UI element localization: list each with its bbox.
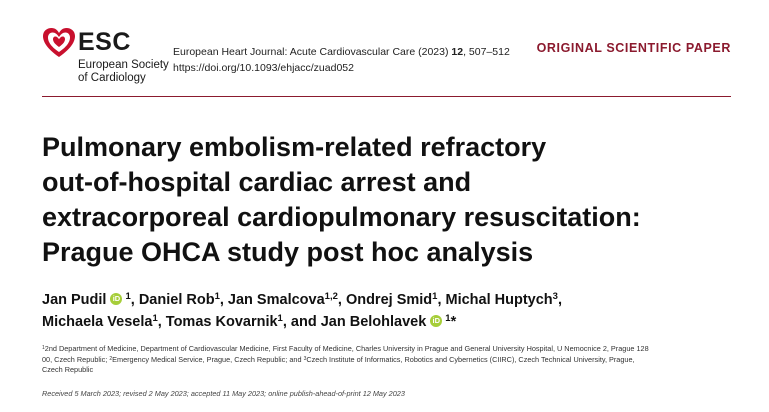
author-name[interactable]: Daniel Rob bbox=[138, 292, 215, 308]
article-type-label: ORIGINAL SCIENTIFIC PAPER bbox=[536, 41, 731, 55]
doi-link[interactable]: https://doi.org/10.1093/ehjacc/zuad052 bbox=[173, 62, 354, 74]
journal-citation bbox=[173, 44, 510, 76]
received-dates: Received 5 March 2023; revised 2 May 2023; accepted 11 May 2023; online publish-ahead-of-print 12 May 2023 bbox=[42, 389, 405, 398]
author-line: Jan Pudil iD $^1$, Daniel Rob$^1$, Jan Smalcova$^{1,2}$, Ondrej Smid$^1$, Michal Huptych$^3$, bbox=[42, 291, 562, 308]
article-title bbox=[42, 130, 742, 270]
author-name[interactable]: Jan Smalcova bbox=[227, 292, 325, 308]
affiliation-line: Czech Republic bbox=[42, 365, 94, 374]
logo-text: ESC bbox=[78, 28, 131, 56]
heart-icon bbox=[42, 27, 76, 59]
affiliation-line: $^1$2nd Department of Medicine, Department of Cardiovascular Medicine, First Faculty of Medicine, Charles University in Prague and General University Hospital, U Nemocnice 2, Prague 128 bbox=[42, 344, 649, 353]
title-line: Pulmonary embolism-related refractory bbox=[42, 132, 547, 162]
author-line: Michaela Vesela$^1$, Tomas Kovarnik$^1$, and Jan Belohlavek iD $^1$* bbox=[42, 313, 457, 330]
affiliation-line: 00, Czech Republic; $^2$Emergency Medical Service, Prague, Czech Republic; and $^3$Czech Institute of Informatics, Robotics and Cybernetics (CIIRC), Czech Technical University, Prague, bbox=[42, 354, 635, 364]
author-name[interactable]: Michaela Vesela bbox=[42, 314, 153, 330]
journal-line: European Heart Journal: Acute Cardiovascular Care (2023) 12, 507–512 bbox=[173, 46, 510, 58]
title-line: extracorporeal cardiopulmonary resuscitation: bbox=[42, 202, 641, 232]
author-list bbox=[42, 289, 742, 333]
society-name: European Society of Cardiology bbox=[78, 59, 169, 84]
author-name[interactable]: Jan Belohlavek bbox=[320, 314, 427, 330]
title-line: Prague OHCA study post hoc analysis bbox=[42, 237, 534, 267]
author-name[interactable]: Ondrej Smid bbox=[345, 292, 433, 308]
author-name[interactable]: Michal Huptych bbox=[445, 292, 553, 308]
journal-volume: 12 bbox=[451, 46, 464, 58]
affiliations bbox=[42, 344, 742, 376]
esc-logo[interactable] bbox=[42, 27, 169, 91]
author-name[interactable]: Tomas Kovarnik bbox=[165, 314, 278, 330]
author-name[interactable]: Jan Pudil bbox=[42, 292, 107, 308]
corresponding-author-mark: * bbox=[450, 314, 457, 330]
orcid-icon[interactable]: iD bbox=[430, 315, 442, 327]
header-divider bbox=[42, 96, 731, 97]
orcid-icon[interactable]: iD bbox=[110, 293, 122, 305]
title-line: out-of-hospital cardiac arrest and bbox=[42, 167, 472, 197]
